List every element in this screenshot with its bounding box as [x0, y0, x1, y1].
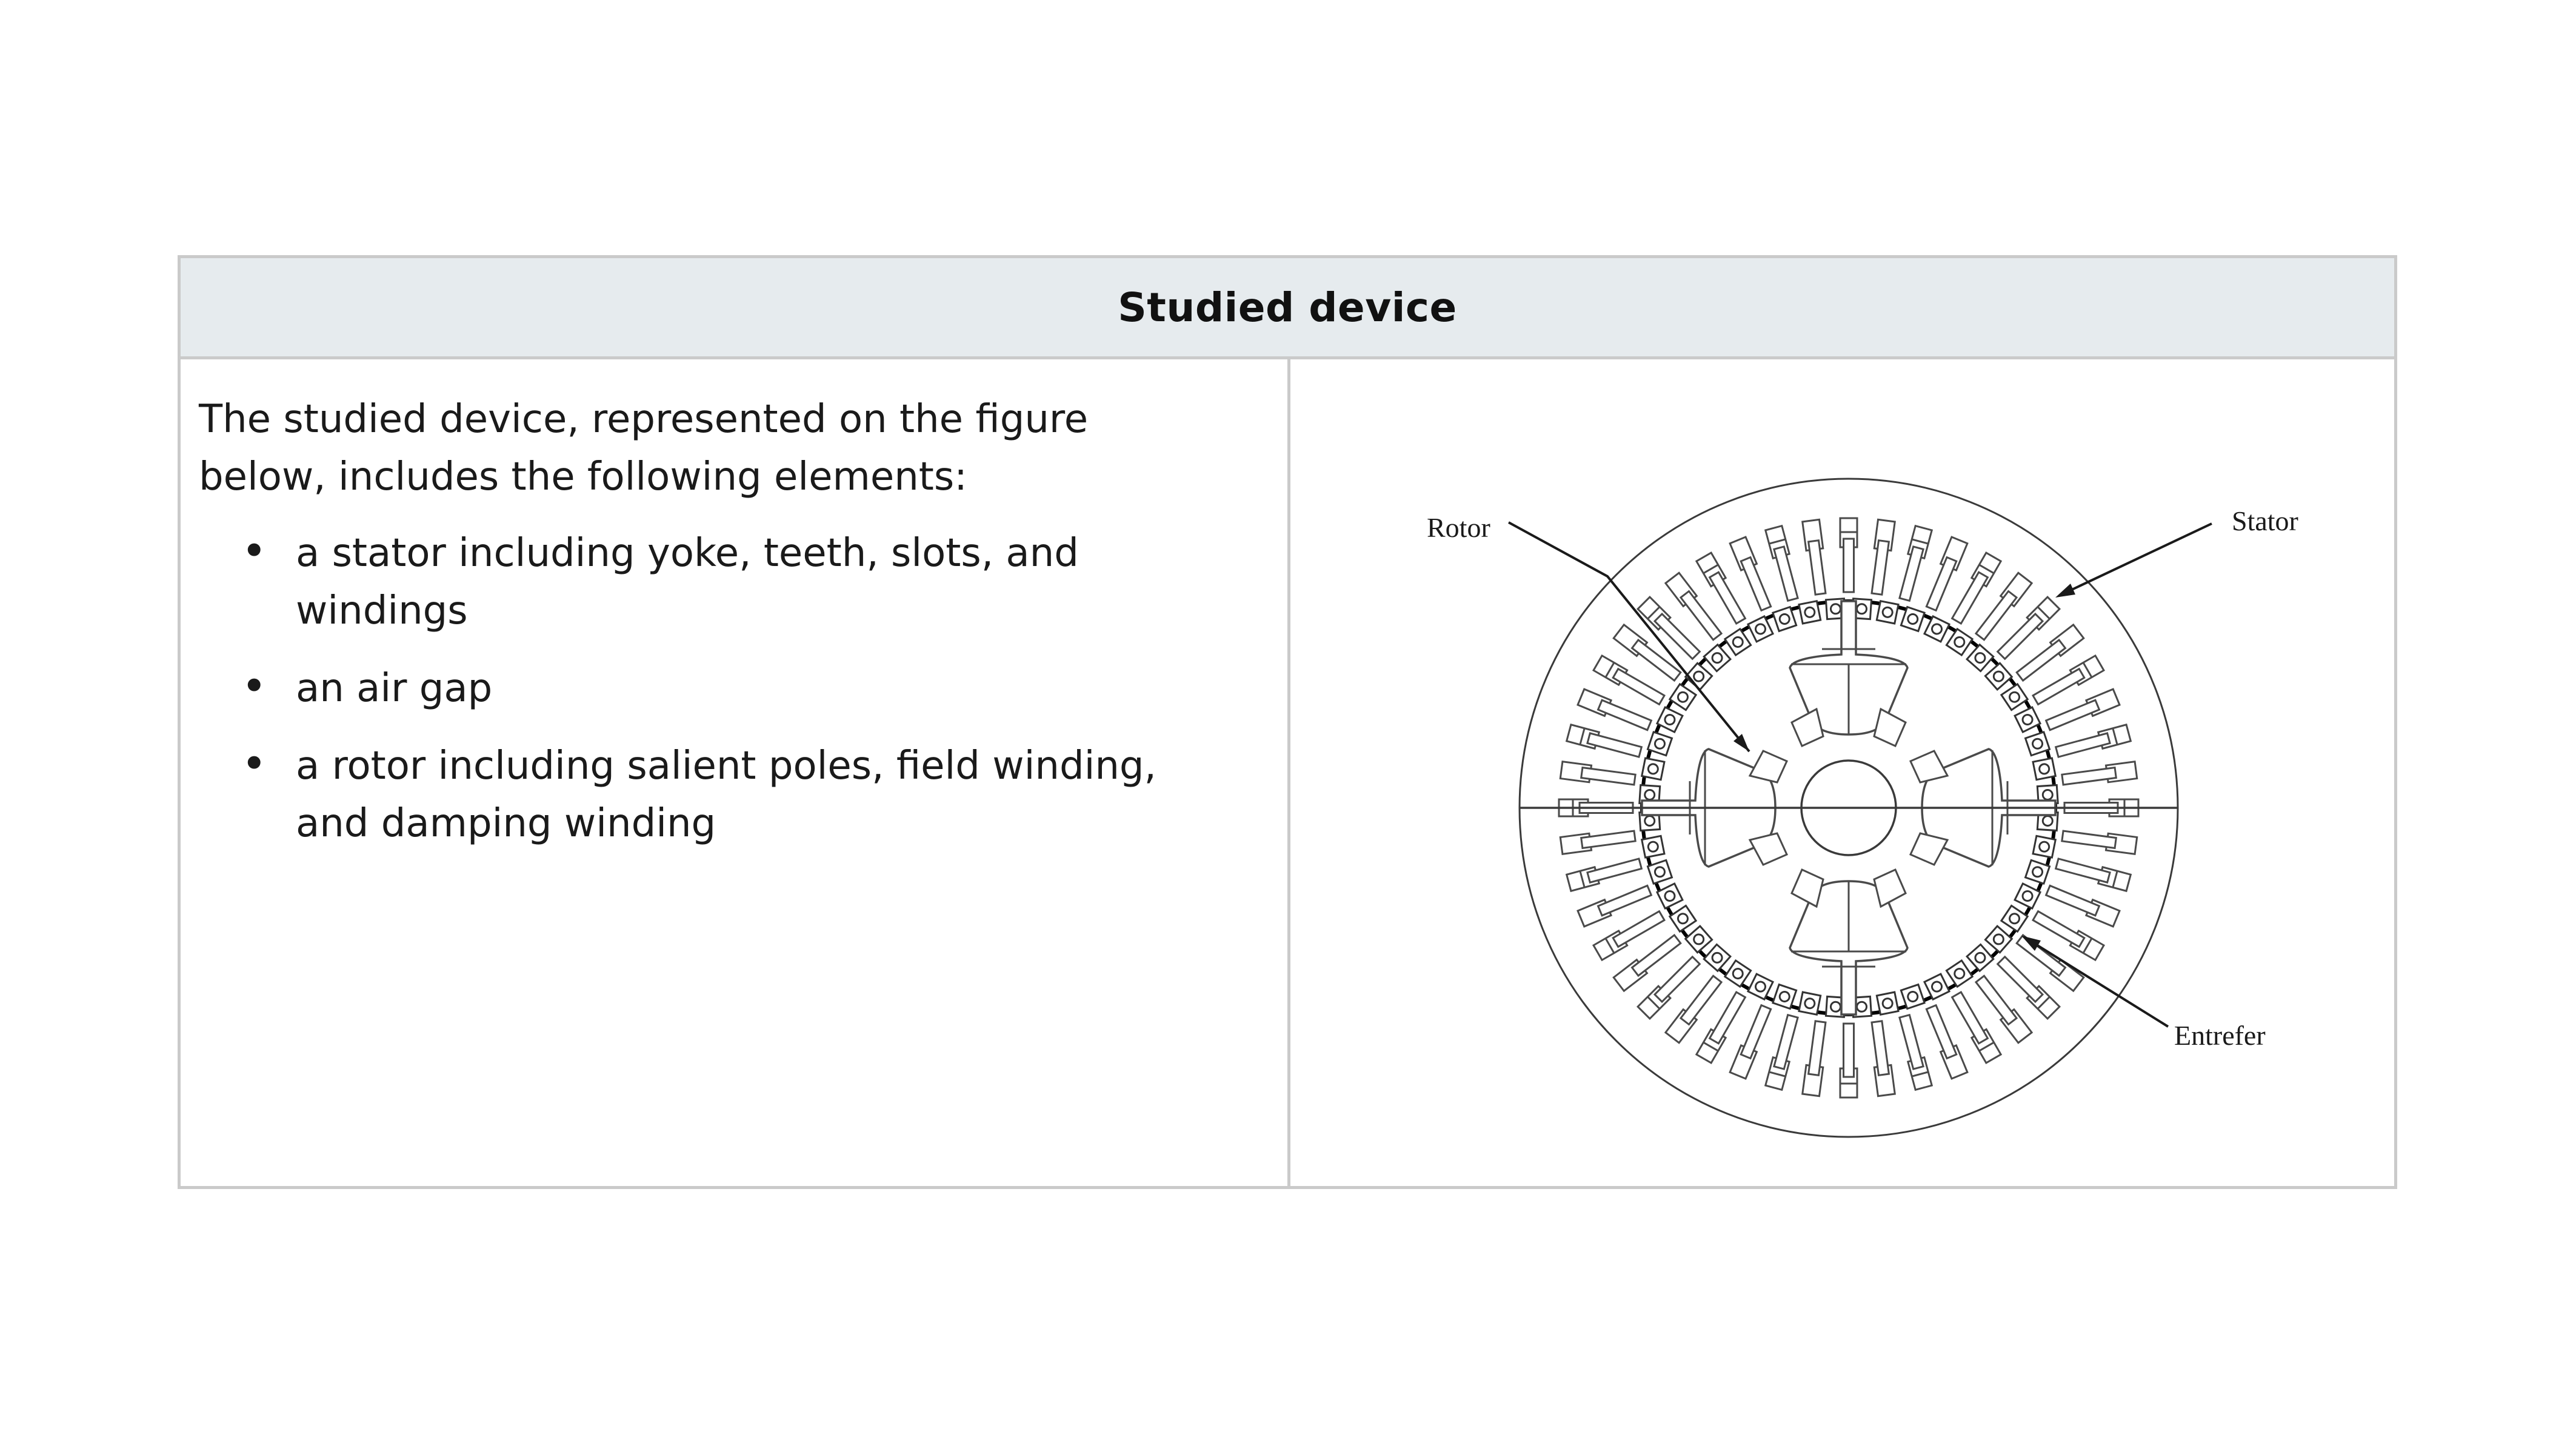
air-gap-item-line-1: • an air gap	[296, 666, 493, 711]
list-item-stator	[241, 525, 1263, 640]
rotor-label: Rotor	[1427, 512, 1490, 543]
list-item-air-gap	[241, 660, 1263, 718]
intro-line-2: below, includes the following elements:	[199, 455, 967, 499]
air-gap-label: Entrefer	[2174, 1020, 2266, 1051]
studied-device-table	[178, 255, 2397, 1189]
stator-leader-line	[2059, 524, 2212, 596]
page-title: Studied device	[1118, 284, 1457, 331]
stator-item-line-1: • a stator including yoke, teeth, slots, and	[296, 531, 1079, 576]
intro-line-1: The studied device, represented on the figure	[199, 397, 1089, 442]
figure-cell	[1290, 359, 2394, 1186]
stator-label: Stator	[2232, 505, 2298, 536]
machine-cross-section-figure	[1290, 359, 2394, 1186]
table-header-row	[181, 258, 2394, 359]
description-cell	[181, 359, 1287, 1186]
rotor-item-line-2: and damping winding	[296, 801, 716, 846]
stator-item-line-2: windings	[296, 588, 468, 633]
list-item-rotor	[241, 738, 1263, 853]
elements-list	[241, 525, 1263, 853]
intro-paragraph	[199, 391, 1263, 506]
rotor-item-line-1: • a rotor including salient poles, field winding,	[296, 744, 1156, 788]
table-content-row	[181, 359, 2394, 1186]
